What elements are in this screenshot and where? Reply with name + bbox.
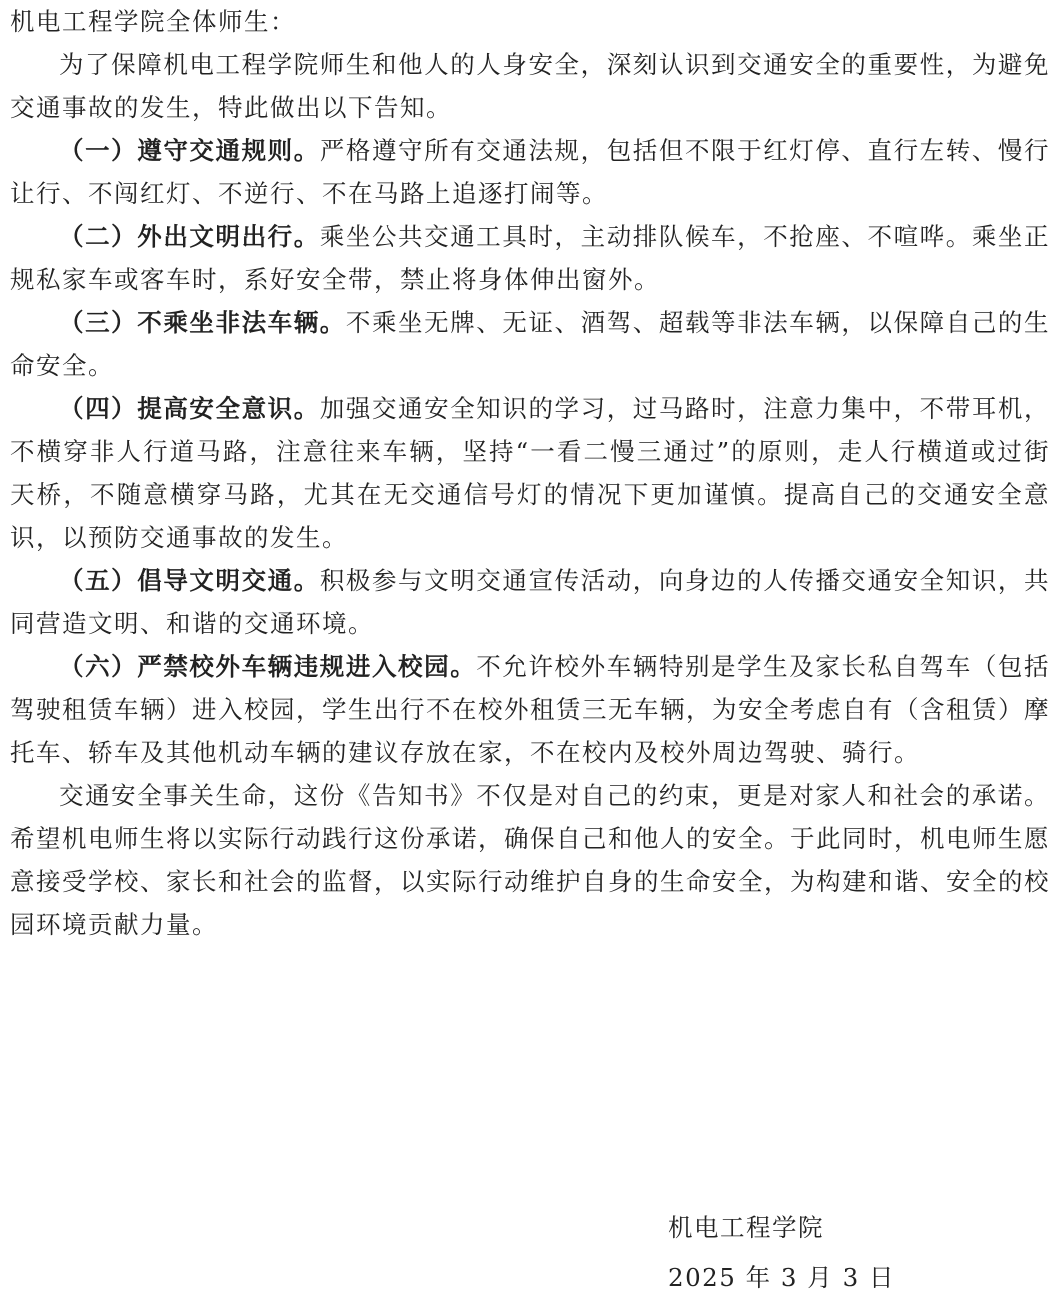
item-body-2: 乘坐公共交通工具时，主动排队候车，不抢座、不喧哗。乘坐正规私家车或客车时，系好安全带，禁止将身体伸出窗外。	[10, 222, 1050, 294]
item-paragraph-5	[10, 559, 1050, 645]
item-paragraph-4	[10, 387, 1050, 559]
item-body-6: 不允许校外车辆特别是学生及家长私自驾车（包括驾驶租赁车辆）进入校园，学生出行不在校外租赁三无车辆，为安全考虑自有（含租赁）摩托车、轿车及其他机动车辆的建议存放在家，不在校内及校外周边驾驶、骑行。	[10, 652, 1050, 767]
signature-org: 机电工程学院	[668, 1213, 824, 1242]
item-paragraph-3	[10, 301, 1050, 387]
item-paragraph-6	[10, 645, 1050, 774]
item-body-5: 积极参与文明交通宣传活动，向身边的人传播交通安全知识，共同营造文明、和谐的交通环境。	[10, 566, 1050, 638]
item-heading-1: （一）遵守交通规则。	[59, 136, 320, 165]
item-paragraph-1	[10, 129, 1050, 215]
closing-paragraph: 交通安全事关生命，这份《告知书》不仅是对自己的约束，更是对家人和社会的承诺。希望机电师生将以实际行动践行这份承诺，确保自己和他人的安全。于此同时，机电师生愿意接受学校、家长和社会的监督，以实际行动维护自身的生命安全，为构建和谐、安全的校园环境贡献力量。	[10, 781, 1050, 939]
item-heading-6: （六）严禁校外车辆违规进入校园。	[59, 652, 477, 681]
item-body-4: 加强交通安全知识的学习，过马路时，注意力集中，不带耳机，不横穿非人行道马路，注意往来车辆，坚持“一看二慢三通过”的原则，走人行横道或过街天桥，不随意横穿马路，尤其在无交通信号灯的情况下更加谨慎。提高自己的交通安全意识，以预防交通事故的发生。	[10, 394, 1050, 552]
salutation: 机电工程学院全体师生：	[10, 7, 296, 36]
item-heading-4: （四）提高安全意识。	[59, 394, 320, 423]
item-body-1: 严格遵守所有交通法规，包括但不限于红灯停、直行左转、慢行让行、不闯红灯、不逆行、不在马路上追逐打闹等。	[10, 136, 1050, 208]
item-heading-2: （二）外出文明出行。	[59, 222, 320, 251]
signature-date: 2025 年 3 月 3 日	[668, 1263, 895, 1292]
intro-paragraph: 为了保障机电工程学院师生和他人的人身安全，深刻认识到交通安全的重要性，为避免交通事故的发生，特此做出以下告知。	[10, 50, 1050, 122]
item-heading-5: （五）倡导文明交通。	[59, 566, 320, 595]
signature-block	[668, 1203, 895, 1303]
item-paragraph-2	[10, 215, 1050, 301]
item-body-3: 不乘坐无牌、无证、酒驾、超载等非法车辆，以保障自己的生命安全。	[10, 308, 1050, 380]
notice-document	[10, 0, 1050, 946]
item-heading-3: （三）不乘坐非法车辆。	[59, 308, 346, 337]
